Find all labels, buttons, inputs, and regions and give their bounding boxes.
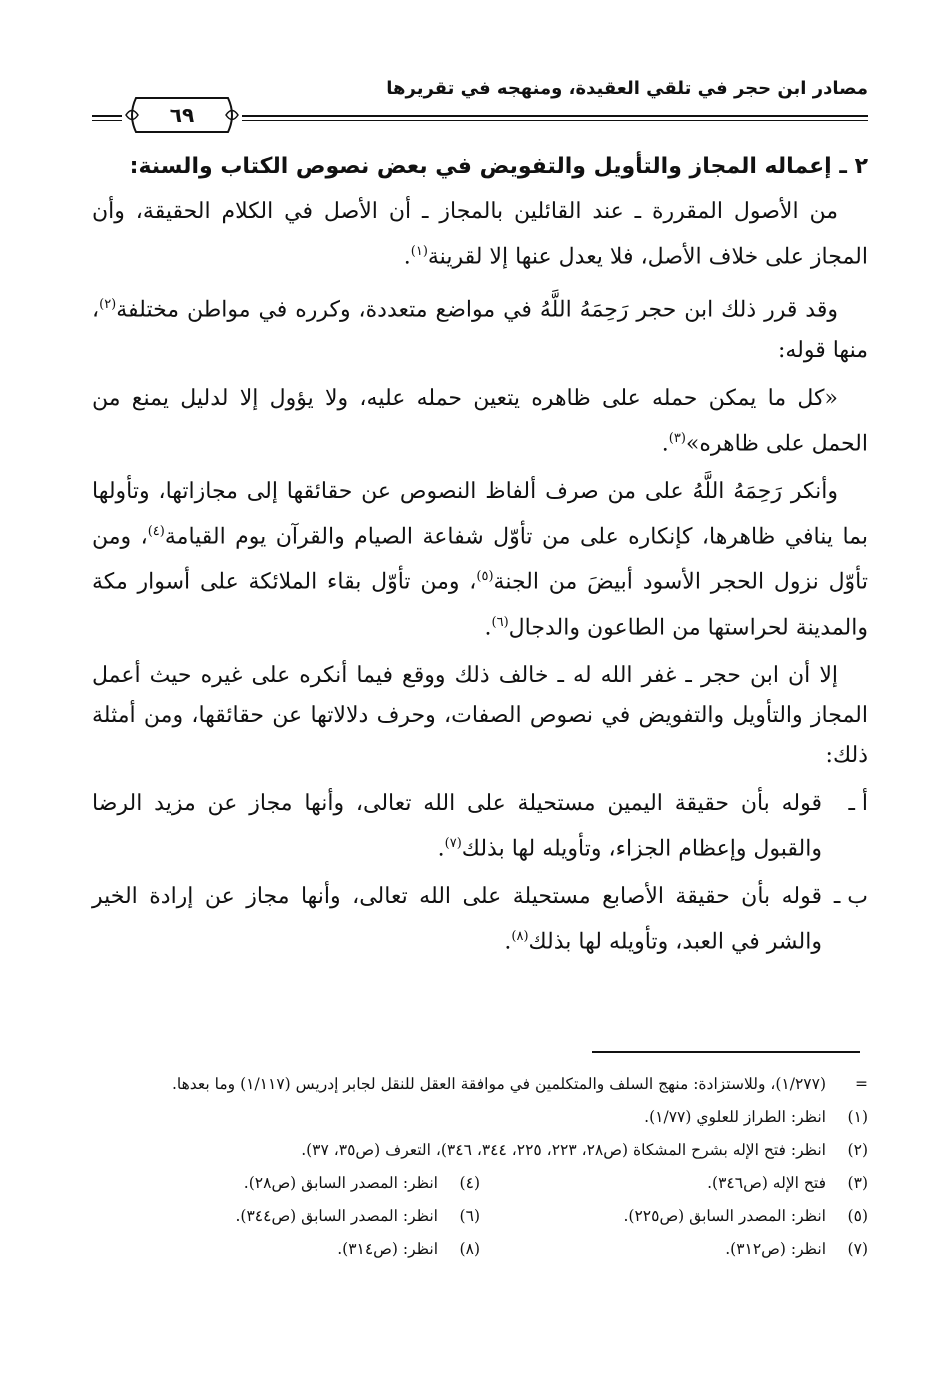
footnote-number: (٤) xyxy=(459,1174,480,1192)
list-marker: ب ـ xyxy=(833,884,868,910)
footnote-continued-mark: = xyxy=(855,1075,868,1093)
list-item-end: . xyxy=(437,836,445,862)
footnote-ref-3: (٣) xyxy=(668,430,686,446)
footnote-ref-2: (٢) xyxy=(99,297,117,313)
footnote-8 xyxy=(92,1233,480,1266)
paragraph-1-end: . xyxy=(403,244,411,270)
footnote-ref-1: (١) xyxy=(410,244,428,259)
paragraph-2-end: ، منها قوله: xyxy=(92,297,868,363)
quote-paragraph xyxy=(92,379,868,464)
footnote-text: انظر: المصدر السابق (ص٢٢٥). xyxy=(623,1207,826,1225)
footnote-1 xyxy=(92,1101,868,1134)
main-text xyxy=(92,148,868,971)
page-number: ٦٩ xyxy=(169,103,195,127)
running-title: مصادر ابن حجر في تلقي العقيدة، ومنهجه في تقريرها xyxy=(386,78,868,99)
paragraph-2-text: وقد قرر ذلك ابن حجر رَحِمَهُ اللَّهُ في مواضع متعددة، وكرره في مواطن مختلفة xyxy=(116,297,838,323)
page-header xyxy=(92,60,868,130)
footnote-number: (٨) xyxy=(459,1240,480,1258)
footnote-2 xyxy=(92,1134,868,1167)
list-marker: أ ـ xyxy=(848,790,868,816)
footnote-text: فتح الإله (ص٣٤٦). xyxy=(707,1174,826,1192)
footnote-ref-6: (٦) xyxy=(491,614,509,630)
footnote-text: انظر: المصدر السابق (ص٣٤٤). xyxy=(235,1207,438,1225)
footnote-separator xyxy=(592,1051,860,1053)
paragraph-5: إلا أن ابن حجر ـ غفر الله له ـ خالف ذلك ووقع فيما أنكره على غيره حيث أعمل المجاز والتأويل والتفويض في نصوص الصفات، وحرف دلالاتها عن حقائقها، ومن أمثلة ذلك: xyxy=(92,662,868,768)
footnotes xyxy=(92,1068,868,1266)
paragraph-4 xyxy=(92,472,868,648)
paragraph-2 xyxy=(92,285,868,370)
footnote-ref-7: (٧) xyxy=(444,835,462,851)
footnote-text: انظر: (ص٣١٤). xyxy=(337,1240,438,1258)
list-item-ba xyxy=(92,877,868,962)
quote-end: . xyxy=(661,430,669,456)
footnote-4 xyxy=(92,1167,480,1200)
footnote-continued-text: (١/٢٧٧)، وللاستزادة: منهج السلف والمتكلمين في موافقة العقل للنقل لجابر إدريس (١/١١٧) وما بعدها. xyxy=(171,1075,826,1093)
paragraph-1 xyxy=(92,192,868,277)
paragraph-4-end: . xyxy=(484,614,492,640)
footnote-text: انظر: المصدر السابق (ص٢٨). xyxy=(243,1174,438,1192)
section-heading: ٢ ـ إعماله المجاز والتأويل والتفويض في بعض نصوص الكتاب والسنة: xyxy=(129,154,868,179)
footnote-row xyxy=(92,1200,868,1233)
footnote-number: (١) xyxy=(847,1108,868,1126)
paragraph-4-text-a: وأنكر رَحِمَهُ اللَّهُ على من صرف ألفاظ النصوص عن حقائقها إلى مجازاتها، وتأولها بما ينافي ظاهرها، كإنكاره على من تأوّل شفاعة الصيام والقرآن يوم القيامة xyxy=(92,478,869,550)
page-number-ornament xyxy=(122,94,242,136)
footnote-7 xyxy=(480,1233,868,1266)
footnote-number: (٢) xyxy=(847,1141,868,1159)
paragraph-4-text-b: ، ومن تأوّل نزول الحجر الأسود أبيضَ من الجنة xyxy=(92,524,869,595)
footnote-continued xyxy=(92,1068,868,1101)
footnote-ref-5: (٥) xyxy=(476,569,494,585)
footnote-3 xyxy=(480,1167,868,1200)
footnote-text: انظر: فتح الإله بشرح المشكاة (ص٢٨، ٢٢٣، ٢٢٥، ٣٤٤، ٣٤٦)، التعرف (ص٣٥، ٣٧). xyxy=(301,1141,826,1159)
footnote-6 xyxy=(92,1200,480,1233)
footnote-ref-4: (٤) xyxy=(147,523,165,539)
footnote-row xyxy=(92,1167,868,1200)
footnote-5 xyxy=(480,1200,868,1233)
quote-text: «كل ما يمكن حمله على ظاهره يتعين حمله عليه، ولا يؤول إلا لدليل يمنع من الحمل على ظاهره» xyxy=(92,385,868,456)
list-item-text: قوله بأن حقيقة الأصابع مستحيلة على الله تعالى، وأنها مجاز عن إرادة الخير والشر في العبد، وتأويله لها بذلك xyxy=(92,884,822,955)
list-item-text: قوله بأن حقيقة اليمين مستحيلة على الله تعالى، وأنها مجاز عن مزيد الرضا والقبول وإعظام الجزاء، وتأويله لها بذلك xyxy=(92,790,822,862)
footnote-number: (٣) xyxy=(847,1174,868,1192)
footnote-text: انظر: الطراز للعلوي (١/٧٧). xyxy=(644,1108,826,1126)
list-item-alef xyxy=(92,784,868,869)
footnote-number: (٥) xyxy=(847,1207,868,1225)
paragraph-4-text-c: ، ومن تأوّل بقاء الملائكة على أسوار مكة والمدينة لحراستها من الطاعون والدجال xyxy=(92,569,868,640)
footnote-number: (٧) xyxy=(847,1240,868,1258)
paragraph-1-text: من الأصول المقررة ـ عند القائلين بالمجاز ـ أن الأصل في الكلام الحقيقة، وأن المجاز على خلاف الأصل، فلا يعدل عنها إلا لقرينة xyxy=(92,199,868,270)
footnote-text: انظر: (ص٣١٢). xyxy=(725,1240,826,1258)
footnote-ref-8: (٨) xyxy=(511,929,529,945)
footnote-number: (٦) xyxy=(459,1207,480,1225)
footnote-row xyxy=(92,1233,868,1266)
list-item-end: . xyxy=(504,929,512,955)
